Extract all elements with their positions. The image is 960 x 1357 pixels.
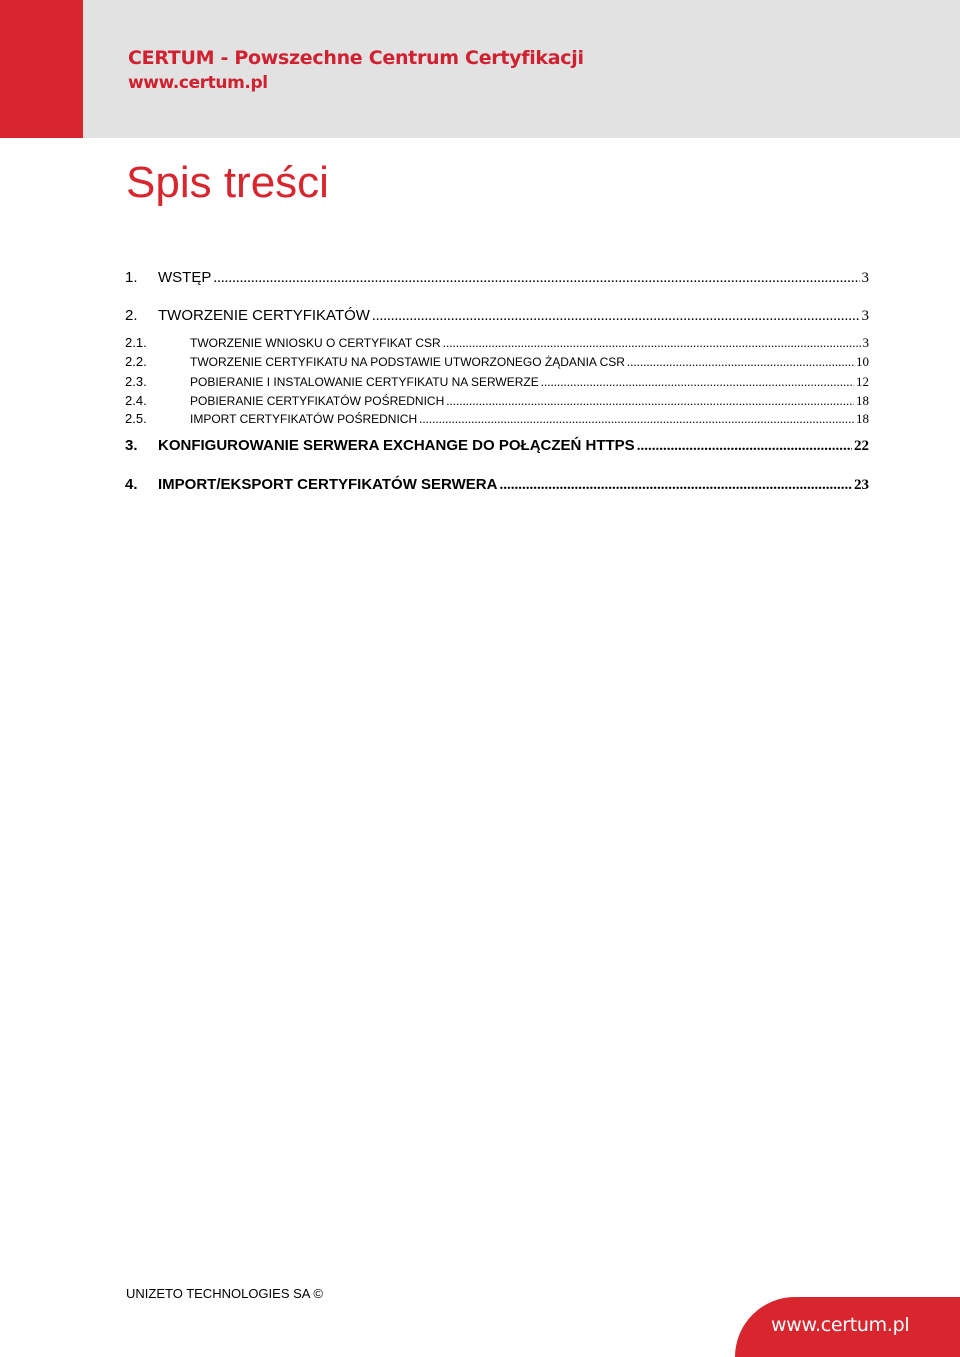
- toc-entry-label: WSTĘP: [158, 269, 212, 286]
- toc-entry-label: IMPORT/EKSPORT CERTYFIKATÓW SERWERA: [158, 476, 498, 493]
- toc-entry-page: 18: [856, 411, 869, 426]
- toc-entry-label: TWORZENIE CERTYFIKATU NA PODSTAWIE UTWORZONEGO ŻĄDANIA CSR: [190, 355, 625, 369]
- toc-entry-number: 2.3.: [125, 374, 147, 389]
- toc-entry-page: 23: [854, 477, 869, 493]
- toc-entry-page: 18: [856, 393, 869, 408]
- toc-entry[interactable]: [125, 476, 869, 494]
- toc-entry[interactable]: [125, 307, 869, 325]
- toc-dot-leader: [499, 477, 852, 494]
- toc-dot-leader: [627, 354, 854, 370]
- toc-dot-leader: [419, 411, 854, 427]
- toc-entry-number: 2.1.: [125, 335, 147, 350]
- toc-entry-number: 1.: [125, 269, 138, 286]
- toc-dot-leader: [637, 438, 852, 455]
- toc-entry-number: 2.2.: [125, 354, 147, 369]
- toc-dot-leader: [541, 374, 854, 390]
- toc-subentry[interactable]: [125, 393, 869, 409]
- toc-entry-page: 10: [856, 354, 869, 369]
- toc-entry-number: 2.: [125, 307, 138, 324]
- toc-title: Spis treści: [126, 158, 329, 207]
- toc-subentry[interactable]: [125, 374, 869, 390]
- toc-entry[interactable]: [125, 437, 869, 455]
- toc-entry-label: TWORZENIE WNIOSKU O CERTYFIKAT CSR: [190, 336, 441, 350]
- footer-company: UNIZETO TECHNOLOGIES SA ©: [126, 1286, 323, 1301]
- toc-dot-leader: [213, 270, 859, 287]
- toc-entry-label: POBIERANIE I INSTALOWANIE CERTYFIKATU NA SERWERZE: [190, 375, 539, 389]
- toc-entry-label: TWORZENIE CERTYFIKATÓW: [158, 307, 370, 324]
- toc-entry-number: 2.5.: [125, 411, 147, 426]
- toc-entry-number: 4.: [125, 476, 138, 493]
- toc-entry-number: 2.4.: [125, 393, 147, 408]
- header-band: [0, 0, 960, 138]
- header-url: www.certum.pl: [128, 73, 268, 93]
- toc-subentry[interactable]: [125, 411, 869, 427]
- toc-dot-leader: [443, 335, 861, 351]
- toc-entry-page: 22: [854, 438, 869, 454]
- toc-subentry[interactable]: [125, 335, 869, 351]
- header-brand: CERTUM - Powszechne Centrum Certyfikacji: [128, 47, 584, 69]
- toc-dot-leader: [372, 308, 860, 325]
- toc-entry-page: 12: [856, 374, 869, 389]
- toc-entry-number: 3.: [125, 437, 138, 454]
- toc-subentry[interactable]: [125, 354, 869, 370]
- toc-entry-label: KONFIGUROWANIE SERWERA EXCHANGE DO POŁĄCZEŃ HTTPS: [158, 437, 635, 454]
- toc-entry-page: 3: [861, 308, 869, 324]
- header-red-block: [0, 0, 83, 138]
- toc-entry-page: 3: [861, 270, 869, 286]
- toc-entry-label: POBIERANIE CERTYFIKATÓW POŚREDNICH: [190, 394, 445, 408]
- footer-url: www.certum.pl: [771, 1314, 910, 1336]
- toc-entry-page: 3: [862, 335, 869, 350]
- toc-entry-label: IMPORT CERTYFIKATÓW POŚREDNICH: [190, 412, 418, 426]
- toc-entry[interactable]: [125, 269, 869, 287]
- toc-dot-leader: [446, 393, 854, 409]
